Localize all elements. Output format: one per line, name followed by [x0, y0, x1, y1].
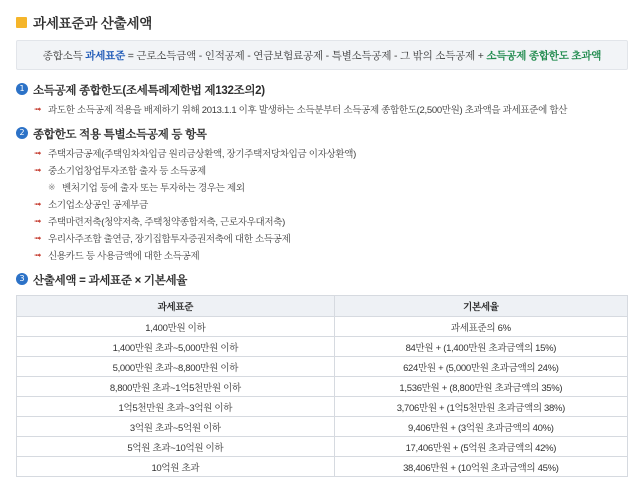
section-number-badge: 1	[16, 83, 28, 95]
section-limit-applied-items	[16, 126, 630, 265]
column-header-tax-base: 과세표준	[17, 296, 335, 317]
formula-callout	[16, 40, 628, 70]
table-row	[17, 437, 628, 457]
cell-tax-rate: 624만원 + (5,000만원 초과금액의 24%)	[334, 357, 627, 377]
cell-tax-rate: 17,406만원 + (5억원 초과금액의 42%)	[334, 437, 627, 457]
table-row	[17, 457, 628, 477]
section-2-heading	[16, 126, 630, 142]
formula-body: = 근로소득금액 - 인적공제 - 연금보험료공제 - 특별소득공제 - 그 밖의 소득공제 +	[127, 49, 487, 62]
table-row	[17, 397, 628, 417]
list-item	[34, 248, 630, 265]
cell-tax-rate: 과세표준의 6%	[334, 317, 627, 337]
column-header-tax-rate: 기본세율	[334, 296, 627, 317]
section-income-deduction-limit	[16, 82, 630, 119]
section-2-list	[34, 146, 630, 265]
cell-tax-rate: 9,406만원 + (3억원 초과금액의 40%)	[334, 417, 627, 437]
formula-suffix: 소득공제 종합한도 초과액	[486, 49, 602, 62]
formula-highlight: 과세표준	[85, 49, 126, 62]
arrow-icon: ➟	[34, 200, 42, 210]
arrow-icon: ➟	[34, 234, 42, 244]
cell-tax-rate: 84만원 + (1,400만원 초과금액의 15%)	[334, 337, 627, 357]
tax-rate-table	[16, 295, 628, 477]
table-row	[17, 357, 628, 377]
list-item	[34, 214, 630, 231]
cell-tax-base: 1,400만원 이하	[17, 317, 335, 337]
table-row	[17, 377, 628, 397]
section-1-list	[34, 102, 630, 119]
list-item-text: 신용카드 등 사용금액에 대한 소득공제	[48, 251, 200, 262]
cell-tax-rate: 1,536만원 + (8,800만원 초과금액의 35%)	[334, 377, 627, 397]
section-number-badge: 2	[16, 127, 28, 139]
table-row	[17, 317, 628, 337]
tax-rate-table-wrapper	[16, 295, 628, 477]
list-item	[34, 102, 630, 119]
cell-tax-base: 3억원 초과~5억원 이하	[17, 417, 335, 437]
section-2-title: 종합한도 적용 특별소득공제 등 항목	[33, 129, 207, 141]
section-3-title: 산출세액 = 과세표준 × 기본세율	[33, 275, 188, 287]
section-number-badge: 3	[16, 273, 28, 285]
arrow-icon: ➟	[34, 217, 42, 227]
list-item	[34, 197, 630, 214]
section-3-heading	[16, 272, 630, 288]
list-item-text: 우리사주조합 출연금, 장기집합투자증권저축에 대한 소득공제	[48, 234, 291, 245]
page-title-text: 과세표준과 산출세액	[33, 16, 153, 31]
list-item-note	[34, 180, 630, 197]
list-item-text: 주택자금공제(주택임차차입금 원리금상환액, 장기주택저당차입금 이자상환액)	[48, 149, 357, 160]
table-row	[17, 337, 628, 357]
cell-tax-base: 5억원 초과~10억원 이하	[17, 437, 335, 457]
cell-tax-base: 5,000만원 초과~8,800만원 이하	[17, 357, 335, 377]
section-1-title: 소득공제 종합한도(조세특례제한법 제132조의2)	[33, 85, 265, 97]
cell-tax-rate: 38,406만원 + (10억원 초과금액의 45%)	[334, 457, 627, 477]
table-row	[17, 417, 628, 437]
arrow-icon: ➟	[34, 251, 42, 261]
cell-tax-rate: 3,706만원 + (1억5천만원 초과금액의 38%)	[334, 397, 627, 417]
cell-tax-base: 1억5천만원 초과~3억원 이하	[17, 397, 335, 417]
reference-mark-icon: ※	[48, 183, 56, 193]
orange-square-icon	[16, 17, 27, 28]
formula-prefix: 종합소득	[42, 49, 83, 62]
list-item	[34, 146, 630, 163]
formula-text	[43, 48, 601, 63]
list-item-text: 중소기업창업투자조합 출자 등 소득공제	[48, 166, 206, 177]
table-header-row	[17, 296, 628, 317]
list-item	[34, 231, 630, 248]
cell-tax-base: 1,400만원 초과~5,000만원 이하	[17, 337, 335, 357]
list-item-text: 주택마련저축(청약저축, 주택청약종합저축, 근로자우대저축)	[48, 217, 286, 228]
arrow-icon: ➟	[34, 166, 42, 176]
cell-tax-base: 10억원 초과	[17, 457, 335, 477]
arrow-icon: ➟	[34, 105, 42, 115]
section-calculated-tax	[16, 272, 630, 288]
cell-tax-base: 8,800만원 초과~1억5천만원 이하	[17, 377, 335, 397]
page-title	[16, 12, 630, 32]
list-item	[34, 163, 630, 180]
list-item-text: 소기업소상공인 공제부금	[48, 200, 148, 211]
list-item-text: 벤처기업 등에 출자 또는 투자하는 경우는 제외	[62, 183, 245, 194]
list-item-text: 과도한 소득공제 적용을 배제하기 위해 2013.1.1 이후 발생하는 소득분부터 소득공제 종합한도(2,500만원) 초과액을 과세표준에 합산	[48, 105, 568, 116]
arrow-icon: ➟	[34, 149, 42, 159]
section-1-heading	[16, 82, 630, 98]
